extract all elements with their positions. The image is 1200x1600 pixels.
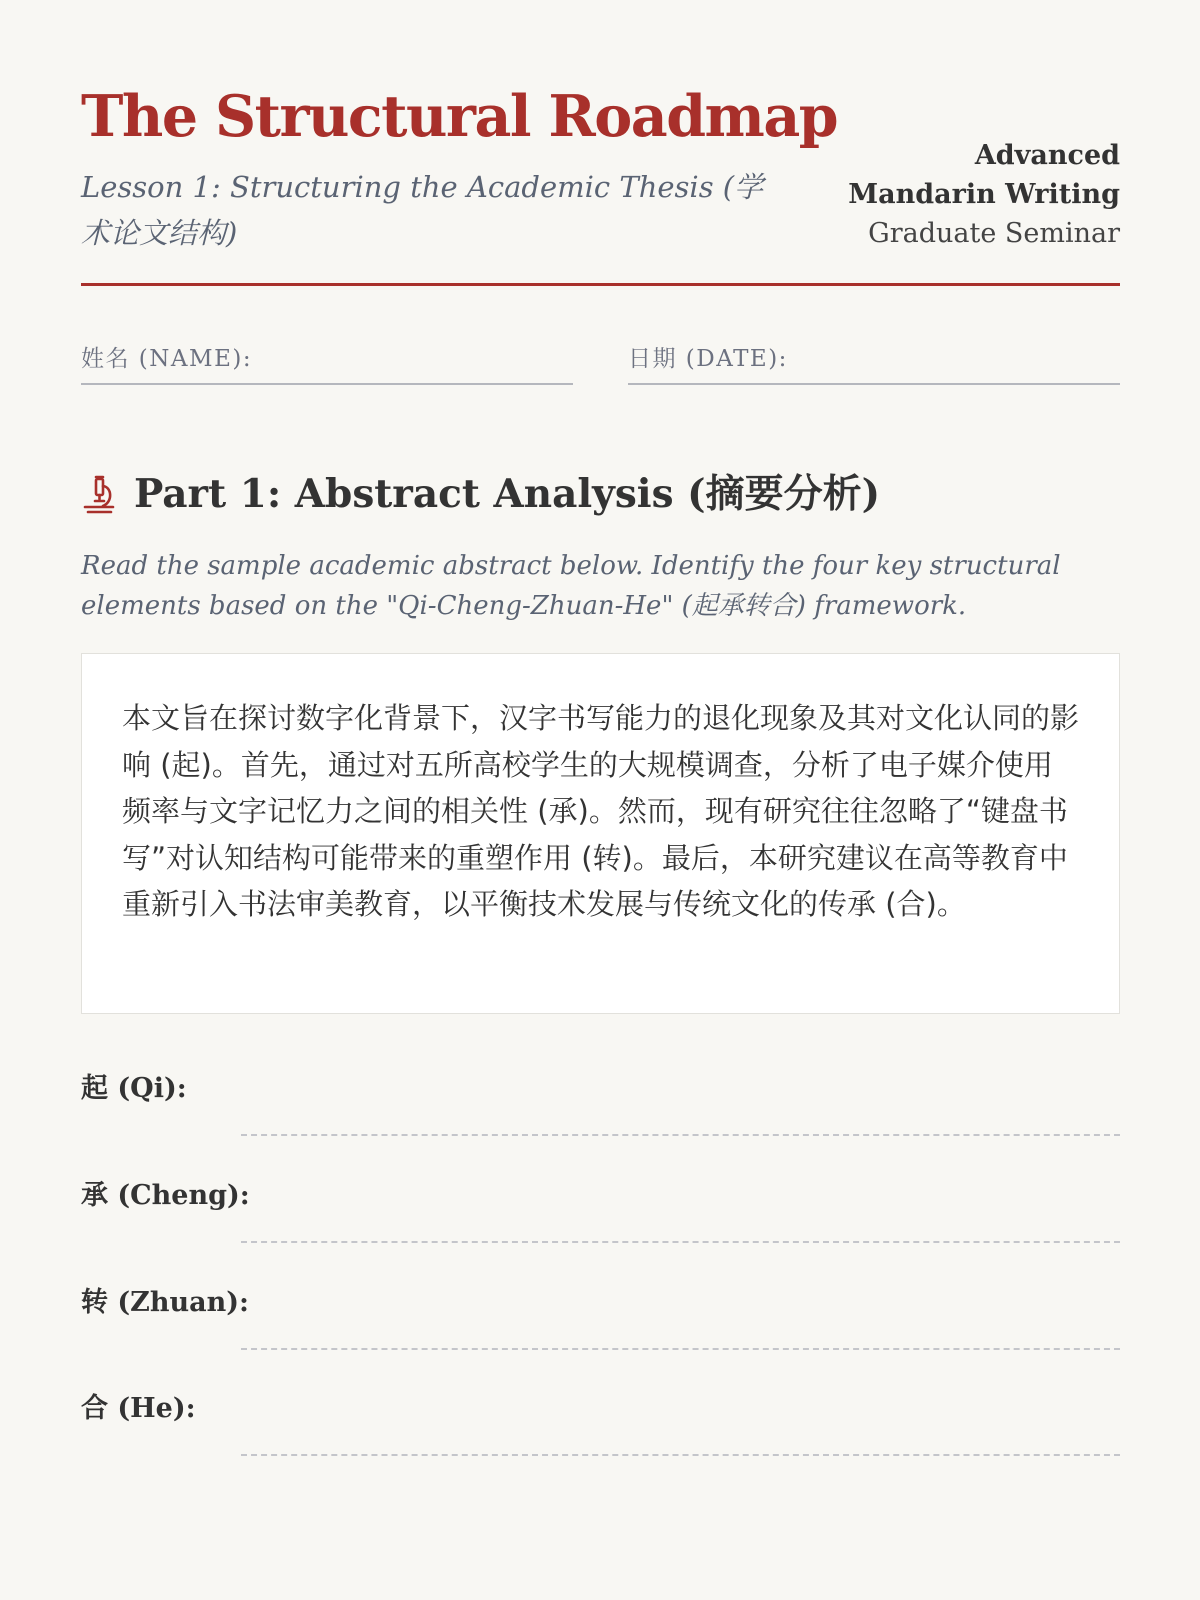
microscope-icon	[81, 474, 117, 514]
answer-line-qi[interactable]	[241, 1134, 1120, 1136]
course-title: Advanced Mandarin Writing	[848, 140, 1120, 210]
answer-label-cheng: 承 (Cheng):	[81, 1180, 250, 1211]
name-field[interactable]	[81, 337, 573, 385]
answer-line-zhuan[interactable]	[241, 1348, 1120, 1350]
answer-label-qi: 起 (Qi):	[81, 1073, 187, 1104]
worksheet-header	[81, 80, 1120, 286]
page-title: The Structural Roadmap	[81, 83, 838, 150]
course-level: Graduate Seminar	[868, 218, 1120, 249]
answer-line-he[interactable]	[241, 1454, 1120, 1456]
lesson-subtitle: Lesson 1: Structuring the Academic Thesis (学术论文结构)	[81, 170, 764, 250]
date-field[interactable]	[628, 337, 1120, 385]
section-heading	[81, 464, 880, 524]
section-title: Part 1: Abstract Analysis (摘要分析)	[134, 471, 881, 517]
abstract-box	[81, 653, 1120, 1014]
answer-label-zhuan: 转 (Zhuan):	[81, 1287, 250, 1318]
answer-line-cheng[interactable]	[241, 1241, 1120, 1243]
date-field-label: 日期 (DATE):	[628, 346, 788, 372]
abstract-text: 本文旨在探讨数字化背景下，汉字书写能力的退化现象及其对文化认同的影响 (起)。首先，通过对五所高校学生的大规模调查，分析了电子媒介使用频率与文字记忆力之间的相关性 (承)。然而，现有研究往往忽略了“键盘书写”对认知结构可能带来的重塑作用 (转)。最后，本研究建议在高等教育中重新引入书法审美教育，以平衡技术发展与传统文化的传承 (合)。	[122, 701, 1080, 921]
answer-label-he: 合 (He):	[81, 1393, 196, 1424]
course-info	[830, 136, 1120, 253]
instructions: Read the sample academic abstract below. Identify the four key structural elements based on the "Qi-Cheng-Zhuan-He" (起承转合) framework.	[81, 551, 1061, 621]
name-field-label: 姓名 (NAME):	[81, 346, 253, 372]
